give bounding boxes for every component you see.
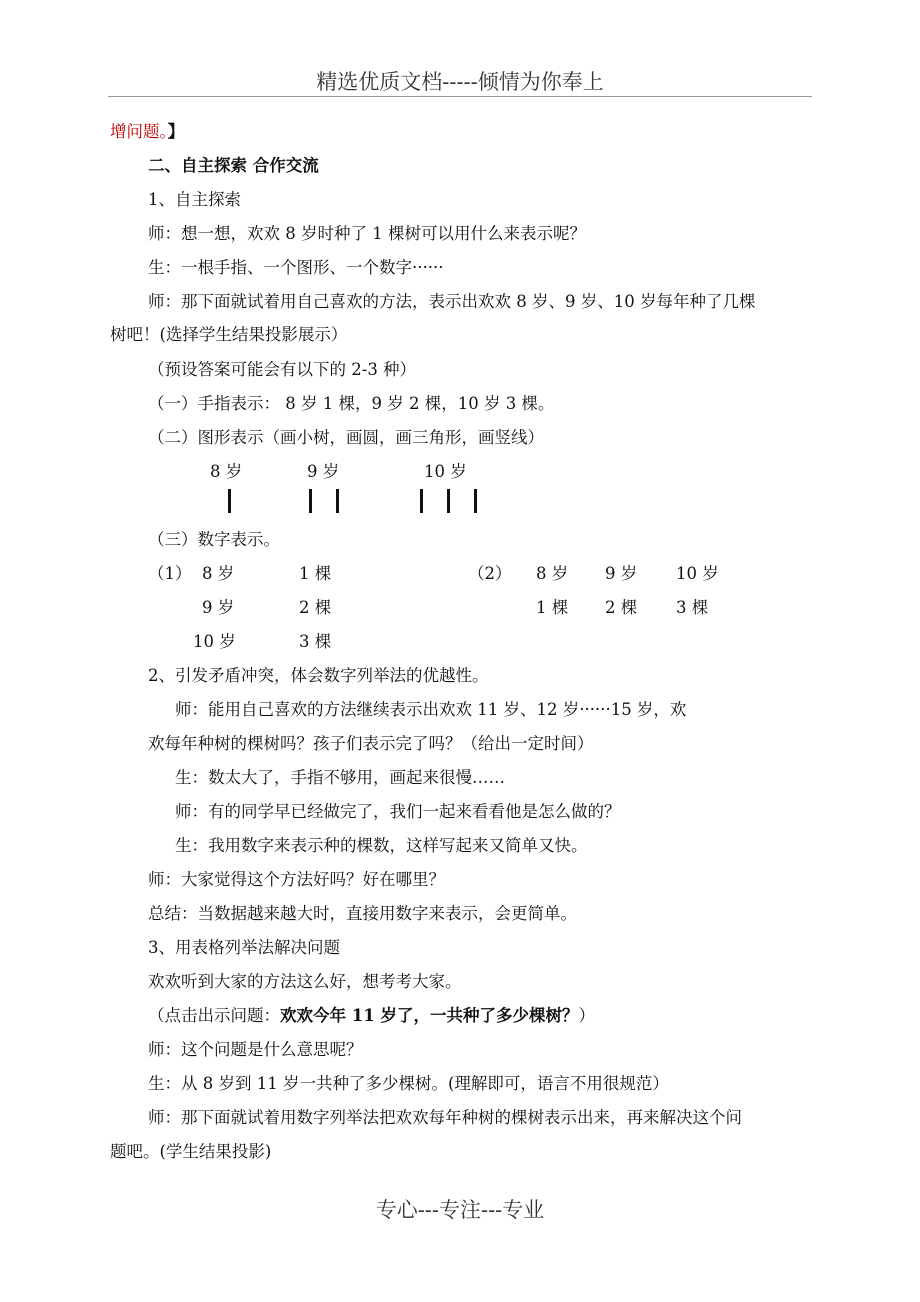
- student-line-4: 生：我用数字来表示种的棵数，这样写起来又简单又快。: [175, 836, 588, 855]
- red-fragment: [110, 122, 184, 142]
- list-1-count: 2 棵: [299, 598, 332, 617]
- teacher-line-2b: 树吧！(选择学生结果投影展示）: [110, 325, 348, 344]
- list-2-age: 8 岁: [536, 564, 569, 583]
- list-2-count: 1 棵: [536, 598, 569, 617]
- tally-mark: [228, 489, 231, 513]
- page-footer: 专心---专注---专业: [375, 1198, 545, 1222]
- list-1-age: 8 岁: [202, 564, 235, 583]
- list-1-label: （1）: [148, 564, 192, 583]
- teacher-line-5: 师：大家觉得这个方法好吗？好在哪里？: [148, 870, 445, 889]
- teacher-line-6: 师：这个问题是什么意思呢？: [148, 1040, 363, 1059]
- method-2: （二）图形表示（画小树，画圆，画三角形，画竖线）: [148, 428, 544, 447]
- list-1-age: 10 岁: [193, 632, 236, 651]
- list-2-age: 9 岁: [605, 564, 638, 583]
- list-1-age: 9 岁: [202, 598, 235, 617]
- bracket: 】: [167, 122, 185, 141]
- click-question-line: [148, 1006, 595, 1026]
- teacher-line-2a: 师：那下面就试着用自己喜欢的方法，表示出欢欢 8 岁、9 岁、10 岁每年种了几棵: [148, 292, 756, 311]
- list-1-count: 3 棵: [299, 632, 332, 651]
- summary-line: 总结：当数据越来越大时，直接用数字来表示，会更简单。: [148, 904, 577, 923]
- student-line-1: 生：一根手指、一个图形、一个数字······: [148, 258, 444, 277]
- section-2-title: 二、自主探索 合作交流: [148, 156, 319, 175]
- teacher-line-3b: 欢每年种树的棵树吗？孩子们表示完了吗？（给出一定时间）: [148, 734, 594, 753]
- tally-mark: [336, 489, 339, 513]
- list-2-count: 3 棵: [676, 598, 709, 617]
- subsection-3-title: 3、用表格列举法解决问题: [148, 938, 340, 957]
- teacher-line-1: 师：想一想，欢欢 8 岁时种了 1 棵树可以用什么来表示呢？: [148, 224, 586, 243]
- teacher-line-7a: 师：那下面就试着用数字列举法把欢欢每年种树的棵树表示出来，再来解决这个问: [148, 1108, 742, 1127]
- list-1-count: 1 棵: [299, 564, 332, 583]
- tally-age-8: 8 岁: [210, 462, 243, 481]
- tally-mark: [420, 489, 423, 513]
- paragraph-1: 欢欢听到大家的方法这么好，想考考大家。: [148, 972, 462, 991]
- tally-mark: [447, 489, 450, 513]
- teacher-line-4: 师：有的同学早已经做完了，我们一起来看看他是怎么做的？: [175, 802, 621, 821]
- method-1: （一）手指表示： 8 岁 1 棵，9 岁 2 棵，10 岁 3 棵。: [148, 394, 555, 413]
- method-3: （三）数字表示。: [148, 530, 280, 549]
- click-post: ）: [578, 1006, 595, 1025]
- tally-mark: [309, 489, 312, 513]
- tally-age-10: 10 岁: [424, 462, 467, 481]
- question-text: 欢欢今年 11 岁了，一共种了多少棵树？: [280, 1006, 579, 1025]
- tally-mark: [474, 489, 477, 513]
- subsection-1-title: 1、自主探索: [148, 190, 241, 209]
- tally-age-9: 9 岁: [307, 462, 340, 481]
- header-rule: [108, 96, 812, 97]
- student-line-5: 生：从 8 岁到 11 岁一共种了多少棵树。(理解即可，语言不用很规范）: [148, 1074, 669, 1093]
- teacher-line-3a: 师：能用自己喜欢的方法继续表示出欢欢 11 岁、12 岁······15 岁，欢: [175, 700, 687, 719]
- list-2-age: 10 岁: [676, 564, 719, 583]
- click-pre: （点击出示问题：: [148, 1006, 280, 1025]
- list-2-label: （2）: [468, 564, 512, 583]
- red-text: 增问题。: [110, 122, 168, 141]
- subsection-2-title: 2、引发矛盾冲突，体会数字列举法的优越性。: [148, 666, 489, 685]
- teacher-line-7b: 题吧。(学生结果投影): [110, 1142, 272, 1161]
- preset-note: （预设答案可能会有以下的 2-3 种）: [148, 360, 417, 379]
- student-line-3: 生：数太大了，手指不够用，画起来很慢……: [175, 768, 505, 787]
- page-header: 精选优质文档-----倾情为你奉上: [316, 70, 604, 94]
- list-2-count: 2 棵: [605, 598, 638, 617]
